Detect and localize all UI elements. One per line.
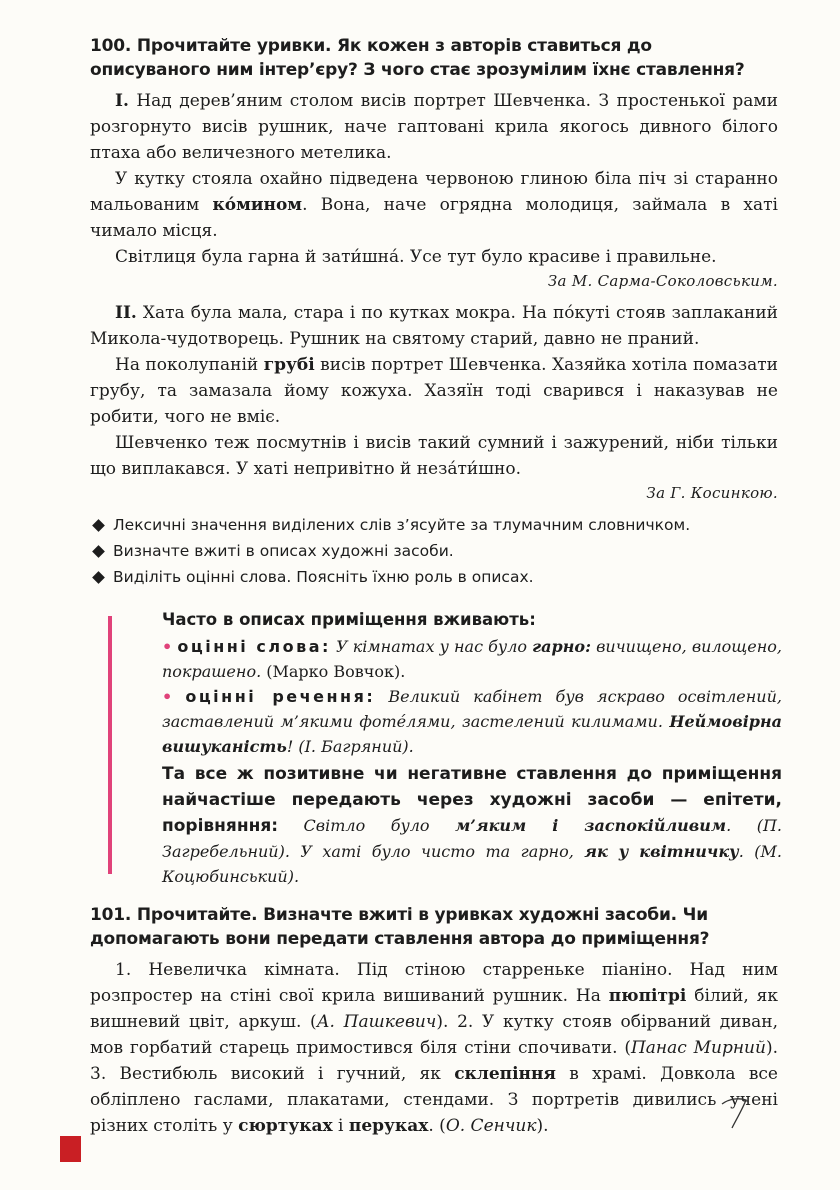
excerpt-1-numeral: I. (115, 91, 129, 111)
excerpt-1-source: За М. Сарма-Соколовським. (547, 272, 778, 290)
rule-accent-bar (108, 616, 112, 874)
diamond-bullet-icon (92, 519, 105, 532)
excerpt-1 (90, 88, 778, 292)
assignment-item (90, 564, 778, 590)
highlighted-word-komyn: ко́мином (212, 195, 303, 215)
rule-conclusion-text: Та все ж позитивне чи негативне ставлення до приміщення найчастіше передають через художні засоби — епітети, порівняння: (162, 764, 782, 836)
highlighted-word-pyupitr: пюпітрі (608, 986, 687, 1006)
highlighted-word-hruba: грубі (263, 355, 315, 375)
task-101-title: 101. Прочитайте. Визначте вжиті в уривках художні засоби. Чи допомагають вони передати ставлення автора до приміщення? (90, 905, 710, 949)
highlighted-word-siurtuk: сюртуках (238, 1116, 333, 1136)
conclusion-example-2-bold: як у квітничку (584, 842, 739, 861)
task-101-text-part: . ( (428, 1116, 446, 1136)
assignment-text: Визначте вжиті в описах художні засоби. (113, 542, 454, 560)
page-corner-marker (60, 1136, 81, 1162)
excerpt-1-p3: Світлиця була гарна й зати́шна́. Усе тут було красиве і правильне. (115, 247, 717, 267)
rule-source-1: (Марко Вовчок). (266, 662, 406, 681)
excerpt-1-p2-b: . Вона, наче огрядна молодиця, займала в хаті чимало місця. (90, 195, 778, 241)
task-101-source-3: О. Сенчик (445, 1116, 537, 1136)
task-101-text-part: і (332, 1116, 349, 1136)
excerpt-2-source: За Г. Косинкою. (646, 484, 778, 502)
conclusion-example-2b: . (738, 842, 755, 861)
excerpt-2-p3: Шевченко теж посмутнів і висів такий сумний і зажурений, ніби тільки що виплакався. У хаті непривітно й неза́ти́шно. (90, 433, 778, 479)
rule-conclusion (162, 761, 782, 889)
rule-term-1: оцінні слова: (177, 637, 331, 656)
task-101-text-part: 1. Невеличка кімната. Під стіною старреньке піаніно. Над ним розпростер на стіні свої крила вишиваний рушник. На (90, 960, 778, 1006)
task-100-assignments (90, 512, 778, 590)
conclusion-example-2a: У хаті було чисто та гарно, (289, 842, 585, 861)
diamond-bullet-icon (92, 545, 105, 558)
conclusion-example-1a: Світло було (278, 816, 456, 835)
task-100-title: 100. Прочитайте уривки. Як кожен з авторів ставиться до описуваного ним інтер’єру? З чого стає зрозумілим їхнє ставлення? (90, 36, 745, 80)
rule-example-2b: ! (286, 737, 299, 756)
rule-example-1b: вичищено, вилощено, покрашено. (162, 637, 783, 681)
task-101-text-part: ). 3. Вестибюль високий і гучний, як (90, 1038, 778, 1084)
bullet-icon: • (162, 637, 173, 656)
task-101-text-part: білий, як вишневий цвіт, аркуш. ( (90, 986, 778, 1032)
rule-item-1 (162, 634, 782, 684)
highlighted-word-peruka: перуках (348, 1116, 429, 1136)
assignment-text: Лексичні значення виділених слів з’ясуйте за тлумачним словничком. (113, 516, 691, 534)
excerpt-2-numeral: II. (115, 303, 137, 323)
task-101-text (90, 957, 778, 1139)
bullet-icon: • (162, 687, 173, 706)
assignment-item (90, 512, 778, 538)
rule-example-1a: У кімнатах у нас було (330, 637, 533, 656)
rule-term-2: оцінні речення: (185, 687, 376, 706)
rule-box (108, 608, 782, 889)
pencil-mark-icon (716, 1092, 756, 1132)
task-101-text-part: в храмі. Довкола все обліплено гаслами, плакатами, стендами. З портретів дивились учені різних століть у (90, 1064, 778, 1136)
conclusion-example-1-bold: м’яким і заспокійливим (455, 816, 727, 835)
excerpt-2-p2-a: На поколупаній (115, 355, 264, 375)
excerpt-1-p1: Над дерев’яним столом висів портрет Шевченка. З простенької рами розгорнуто висів рушник, наче гаптовані крила якогось дивного білого птаха або величезного метелика. (90, 91, 778, 163)
task-101-text-part: ). 2. У кутку стояв обірваний диван, мов горбатий старець примостився біля стіни спочивати. ( (90, 1012, 778, 1058)
conclusion-example-1b: . (726, 816, 757, 835)
highlighted-word-sklepinnia: склепіння (454, 1064, 556, 1084)
excerpt-1-p2-a: У кутку стояла охайно підведена червоною глиною біла піч зі старанно мальованим (90, 169, 778, 215)
rule-item-2 (162, 684, 782, 759)
rule-heading: Часто в описах приміщення вживають: (162, 610, 536, 629)
conclusion-source-1: (П. Загребельний). (162, 816, 782, 861)
assignment-text: Виділіть оцінні слова. Поясніть їхню роль в описах. (113, 568, 534, 586)
textbook-page (90, 34, 783, 1139)
conclusion-source-2: (М. Коцюбинський). (162, 842, 783, 886)
rule-example-2a: Великий кабінет був яскраво освітлений, заставлений м’якими фоте́лями, застелений килимами. (162, 687, 782, 731)
diamond-bullet-icon (92, 571, 105, 584)
rule-example-2-bold: Неймовірна вишуканість (162, 712, 782, 756)
rule-source-2: (І. Багряний). (298, 737, 414, 756)
task-101-text-part: ). (536, 1116, 549, 1136)
excerpt-2 (90, 300, 778, 504)
task-101-source-2: Панас Мирний (630, 1038, 766, 1058)
assignment-item (90, 538, 778, 564)
excerpt-2-p1: Хата була мала, стара і по кутках мокра. На по́куті стояв заплаканий Микола-чудотворець. Рушник на святому старий, давно не праний. (90, 303, 778, 349)
task-101-source-1: А. Пашкевич (316, 1012, 437, 1032)
rule-example-1-bold: гарно: (532, 637, 591, 656)
excerpt-2-p2-b: висів портрет Шевченка. Хазяйка хотіла помазати грубу, та замазала йому кожуха. Хазяїн тоді сварився і наказував не робити, чого не вміє. (90, 355, 779, 427)
